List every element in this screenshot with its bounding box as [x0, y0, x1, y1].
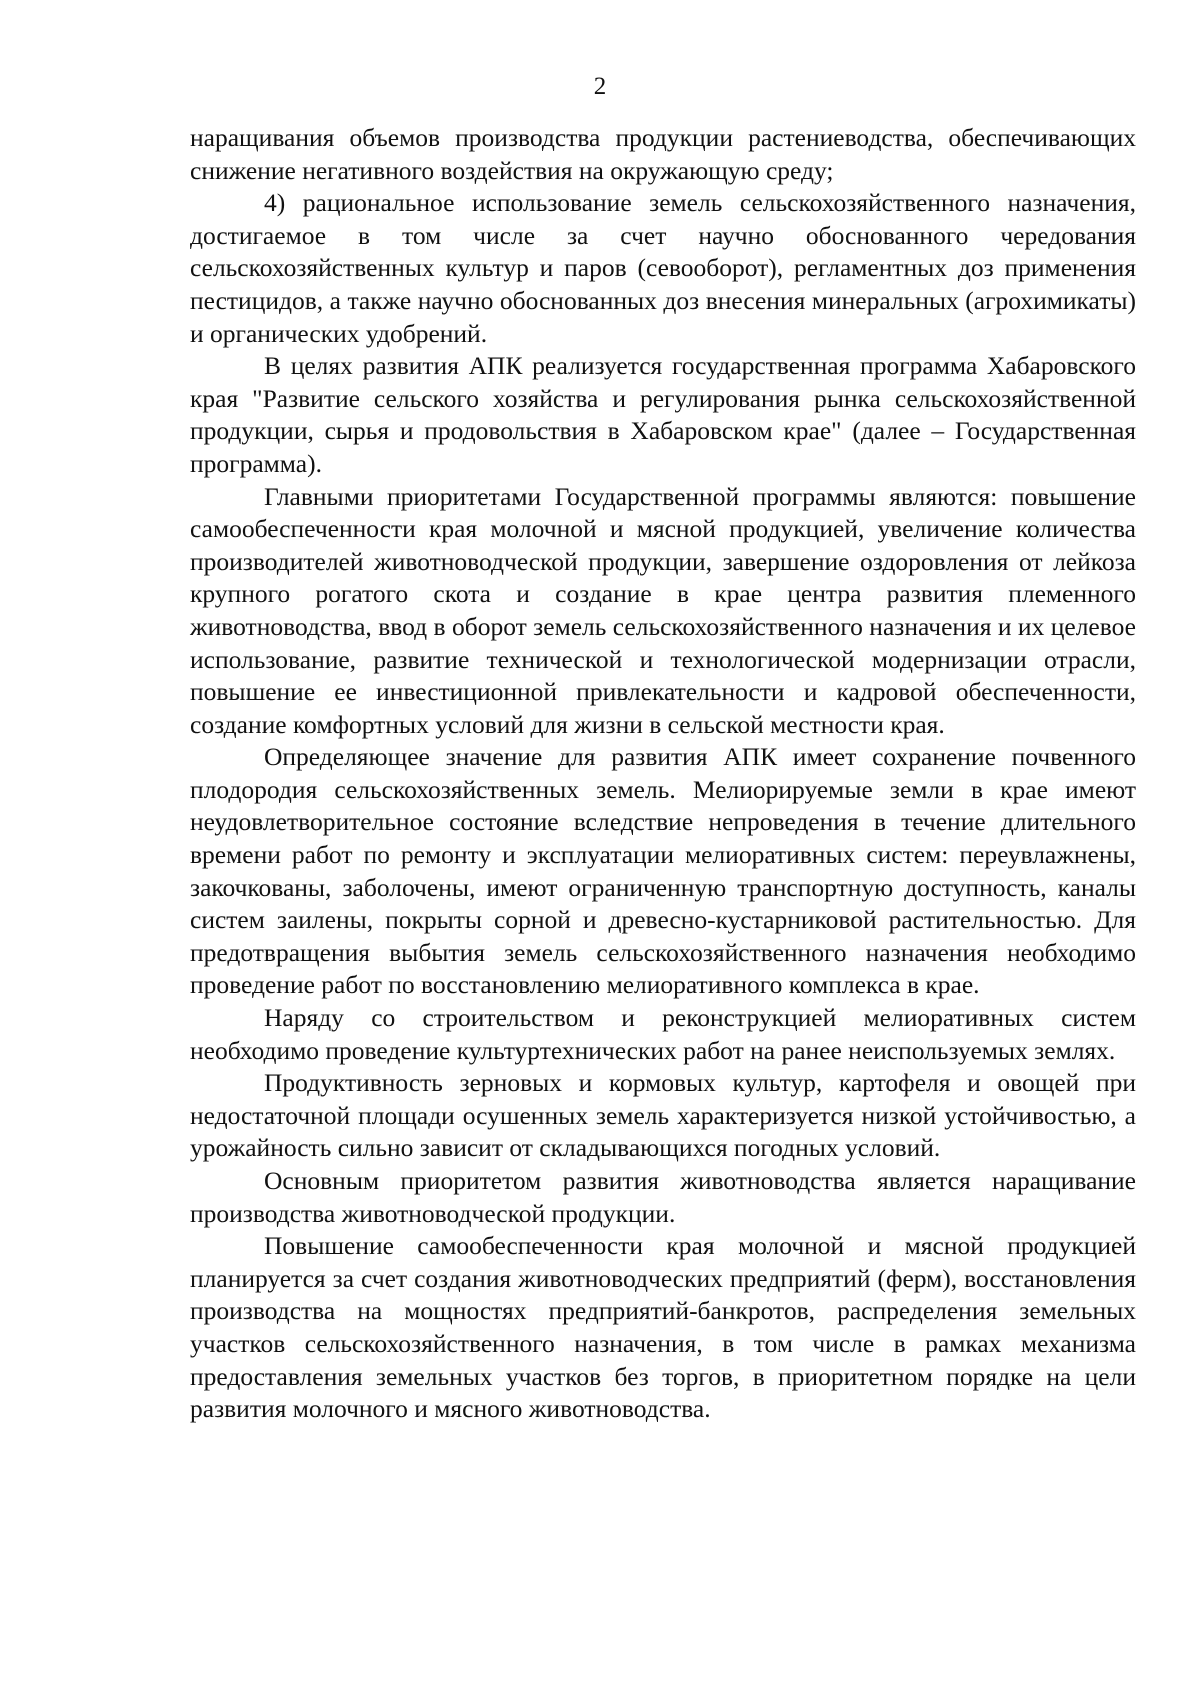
- paragraph-crop-productivity: Продуктивность зерновых и кормовых культур, картофеля и овощей при недостаточной площади осушенных земель характеризуется низкой устойчивостью, а урожайность сильно зависит от складывающихся погодных условий.: [190, 1068, 1136, 1163]
- paragraph-main-priorities: Главными приоритетами Государственной программы являются: повышение самообеспеченности края молочной и мясной продукцией, увеличение количества производителей животноводческой продукции, завершение оздоровления от лейкоза крупного рогатого скота и создание в крае центра развития племенного животноводства, ввод в оборот земель сельскохозяйственного назначения и их целевое использование, развитие технической и технологической модернизации отрасли, повышение ее инвестиционной привлекательности и кадровой обеспеченности, создание комфортных условий для жизни в сельской местности края.: [190, 481, 1136, 739]
- paragraph-soil-fertility: Определяющее значение для развития АПК имеет сохранение почвенного плодородия сельскохозяйственных земель. Мелиорируемые земли в крае имеют неудовлетворительное состояние вследствие непроведения в течение длительного времени работ по ремонту и эксплуатации мелиоративных систем: переувлажнены, закочкованы, заболочены, имеют ограниченную транспортную доступность, каналы систем заилены, покрыты сорной и древесно-кустарниковой растительностью. Для предотвращения выбытия земель сельскохозяйственного назначения необходимо проведение работ по восстановлению мелиоративного комплекса в крае.: [190, 742, 1136, 1000]
- paragraph-cultural-technical-works: Наряду со строительством и реконструкцией мелиоративных систем необходимо проведение культуртехнических работ на ранее неиспользуемых землях.: [190, 1003, 1136, 1065]
- page-number: 2: [593, 73, 607, 100]
- paragraph-self-sufficiency: Повышение самообеспеченности края молочной и мясной продукцией планируется за счет создания животноводческих предприятий (ферм), восстановления производства на мощностях предприятий-банкротов, распределения земельных участков сельскохозяйственного назначения, в том числе в рамках механизма предоставления земельных участков без торгов, в приоритетном порядке на цели развития молочного и мясного животноводства.: [190, 1231, 1136, 1424]
- paragraph-item-4: 4) рациональное использование земель сельскохозяйственного назначения, достигаемое в том числе за счет научно обоснованного чередования сельскохозяйственных культур и паров (севооборот), регламентных доз применения пестицидов, а также научно обоснованных доз внесения минеральных (агрохимикаты) и органических удобрений.: [190, 188, 1136, 348]
- paragraph-1-continuation: наращивания объемов производства продукции растениеводства, обеспечивающих снижение негативного воздействия на окружающую среду;: [190, 123, 1136, 185]
- paragraph-livestock-priority: Основным приоритетом развития животноводства является наращивание производства животноводческой продукции.: [190, 1166, 1136, 1228]
- document-body: [190, 122, 1136, 1426]
- paragraph-state-program: В целях развития АПК реализуется государственная программа Хабаровского края "Развитие сельского хозяйства и регулирования рынка сельскохозяйственной продукции, сырья и продовольствия в Хабаровском крае" (далее – Государственная программа).: [190, 351, 1136, 478]
